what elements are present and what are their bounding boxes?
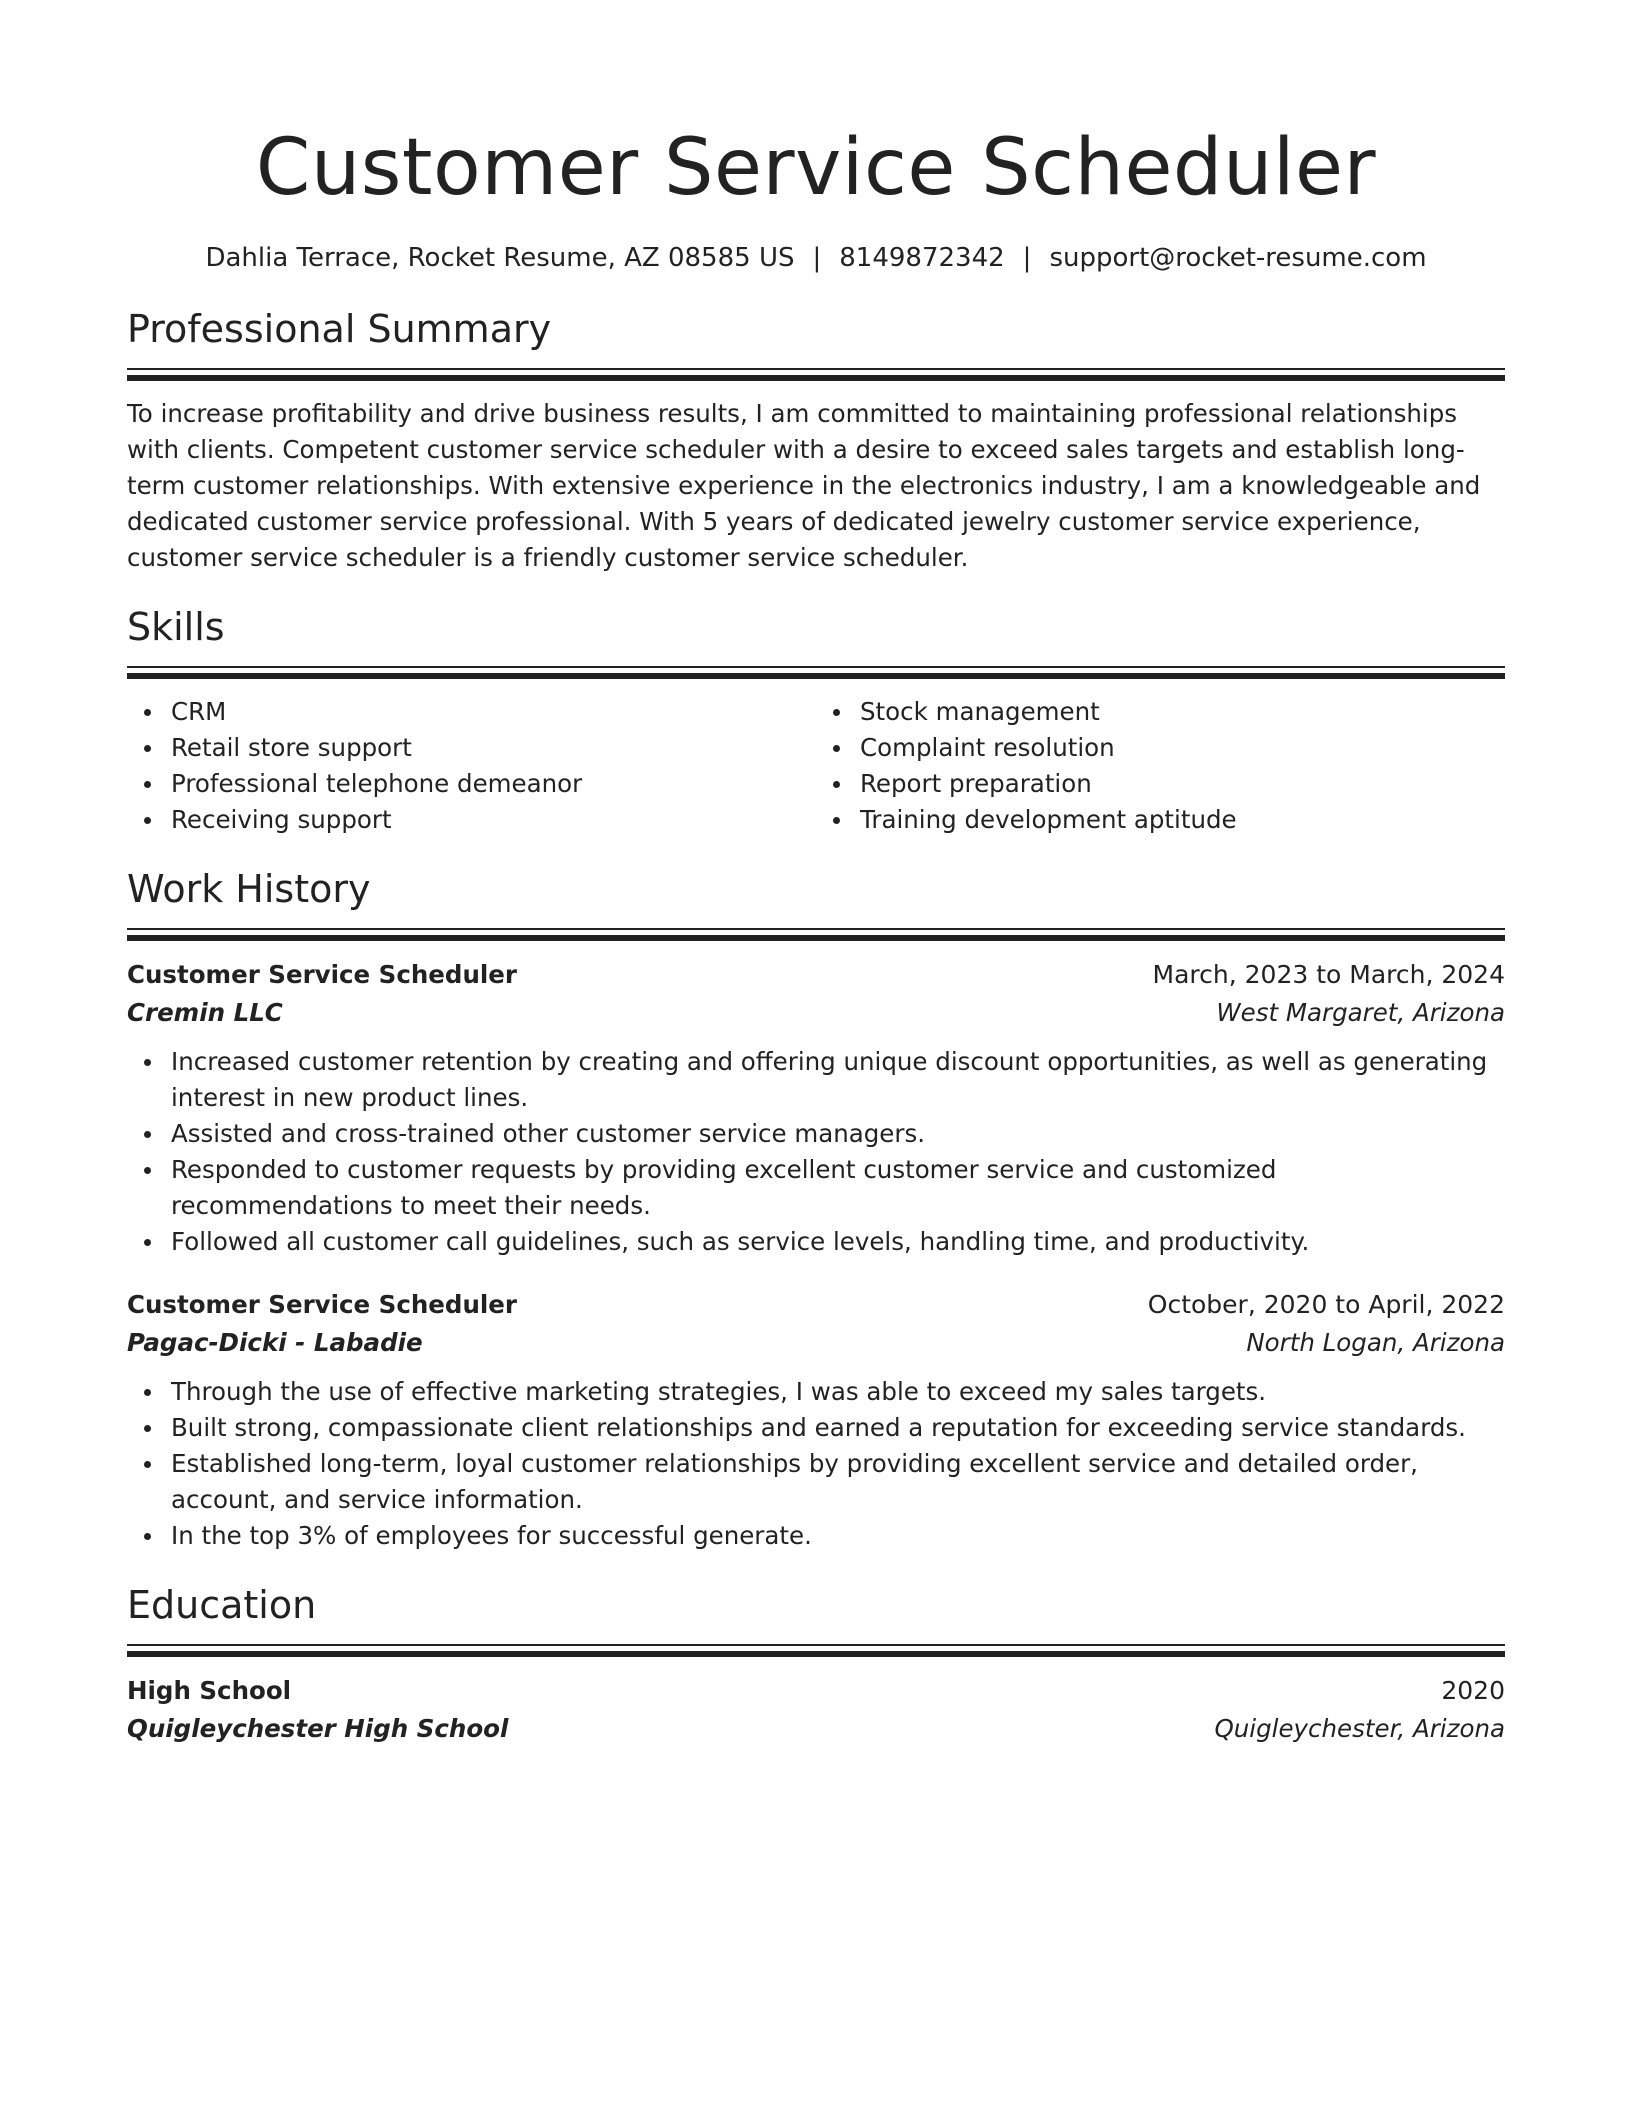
school-name: Quigleychester High School xyxy=(127,1714,509,1743)
job-entry xyxy=(127,1286,1505,1554)
job-bullet: Followed all customer call guidelines, such as service levels, handling time, and productivity. xyxy=(127,1224,1505,1260)
skill-item: Receiving support xyxy=(127,802,816,838)
contact-address: Dahlia Terrace, Rocket Resume, AZ 08585 US xyxy=(205,243,795,273)
section-title: Skills xyxy=(127,605,225,649)
job-bullet: Established long-term, loyal customer relationships by providing excellent service and detailed order, account, and service information. xyxy=(127,1446,1505,1518)
section-title: Education xyxy=(127,1583,317,1627)
work-history-section xyxy=(127,864,1505,1554)
job-location: West Margaret, Arizona xyxy=(1216,998,1505,1027)
skill-item: Retail store support xyxy=(127,730,816,766)
skills-column-right xyxy=(816,694,1505,838)
job-bullets xyxy=(127,1374,1505,1554)
contact-line xyxy=(127,240,1505,276)
education-entry xyxy=(127,1672,1505,1748)
skills-section xyxy=(127,602,1505,838)
education-section xyxy=(127,1580,1505,1748)
skill-item: Training development aptitude xyxy=(816,802,1505,838)
job-entry xyxy=(127,956,1505,1260)
job-bullet: Built strong, compassionate client relationships and earned a reputation for exceeding service standards. xyxy=(127,1410,1505,1446)
school-location: Quigleychester, Arizona xyxy=(1214,1714,1505,1743)
job-bullet: Increased customer retention by creating and offering unique discount opportunities, as well as generating interest in new product lines. xyxy=(127,1044,1505,1116)
section-title: Work History xyxy=(127,867,371,911)
contact-separator: | xyxy=(1022,243,1032,273)
contact-separator: | xyxy=(812,243,822,273)
job-dates: March, 2023 to March, 2024 xyxy=(1152,960,1505,989)
resume-name: Customer Service Scheduler xyxy=(255,123,1377,213)
summary-section xyxy=(127,304,1505,576)
skill-item: Complaint resolution xyxy=(816,730,1505,766)
job-bullet: Through the use of effective marketing strategies, I was able to exceed my sales targets. xyxy=(127,1374,1505,1410)
section-divider xyxy=(127,1644,1505,1658)
job-bullet: Assisted and cross-trained other customer service managers. xyxy=(127,1116,1505,1152)
company-name: Pagac-Dicki - Labadie xyxy=(127,1328,423,1357)
skills-grid xyxy=(127,694,1505,838)
education-year: 2020 xyxy=(1441,1676,1505,1705)
summary-text: To increase profitability and drive business results, I am committed to maintaining professional relationships with clients. Competent customer service scheduler with a desire to exceed sales targets and establish long-term customer relationships. With extensive experience in the electronics industry, I am a knowledgeable and dedicated customer service professional. With 5 years of dedicated jewelry customer service experience, customer service scheduler is a friendly customer service scheduler. xyxy=(127,399,1481,572)
job-location: North Logan, Arizona xyxy=(1246,1328,1505,1357)
skills-column-left xyxy=(127,694,816,838)
skill-item: CRM xyxy=(127,694,816,730)
contact-phone: 8149872342 xyxy=(839,243,1005,273)
job-title: Customer Service Scheduler xyxy=(127,1290,517,1319)
section-divider xyxy=(127,928,1505,942)
job-title: Customer Service Scheduler xyxy=(127,960,517,989)
job-bullet: In the top 3% of employees for successful generate. xyxy=(127,1518,1505,1554)
skill-item: Stock management xyxy=(816,694,1505,730)
section-title: Professional Summary xyxy=(127,307,552,351)
job-dates: October, 2020 to April, 2022 xyxy=(1147,1290,1505,1319)
job-bullets xyxy=(127,1044,1505,1260)
degree: High School xyxy=(127,1676,292,1705)
skill-item: Report preparation xyxy=(816,766,1505,802)
company-name: Cremin LLC xyxy=(127,998,283,1027)
contact-email: support@rocket-resume.com xyxy=(1049,243,1427,273)
skill-item: Professional telephone demeanor xyxy=(127,766,816,802)
section-divider xyxy=(127,368,1505,382)
job-bullet: Responded to customer requests by providing excellent customer service and customized recommendations to meet their needs. xyxy=(127,1152,1505,1224)
section-divider xyxy=(127,666,1505,680)
